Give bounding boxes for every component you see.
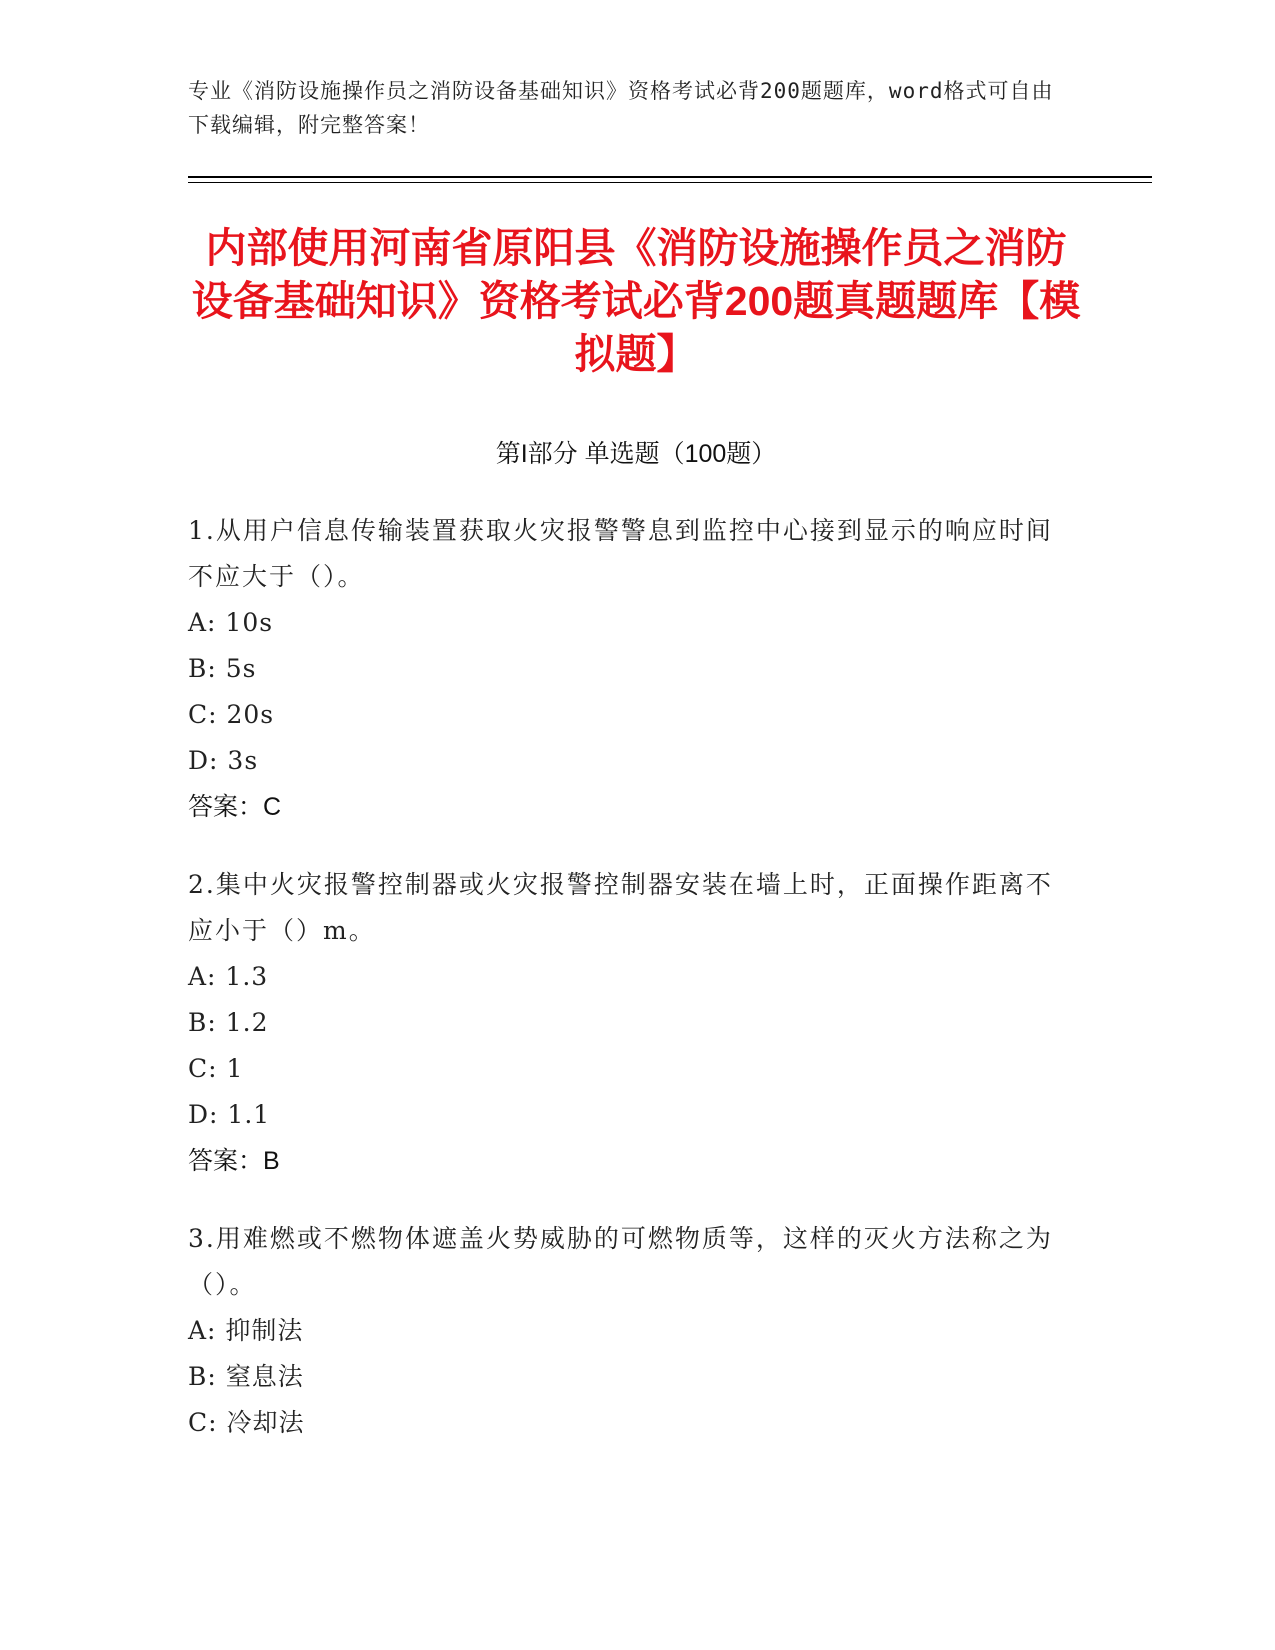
question-stem: 2.集中火灾报警控制器或火灾报警控制器安装在墙上时，正面操作距离不应小于（）m。 — [188, 870, 1053, 945]
header-divider — [188, 176, 1152, 178]
question-2 — [188, 862, 1068, 1184]
option-a: A: 1.3 — [188, 962, 269, 991]
option-d: D: 1.1 — [188, 1100, 271, 1129]
header-note: 专业《消防设施操作员之消防设备基础知识》资格考试必背200题题库，word格式可自由下载编辑，附完整答案！ — [188, 79, 1054, 137]
question-1 — [188, 508, 1068, 830]
question-stem: 3.用难燃或不燃物体遮盖火势威胁的可燃物质等，这样的灭火方法称之为（）。 — [188, 1224, 1053, 1299]
option-b: B: 5s — [188, 654, 257, 683]
option-c: C: 1 — [188, 1054, 244, 1083]
option-b: B: 1.2 — [188, 1008, 269, 1037]
option-b: B: 窒息法 — [188, 1362, 304, 1391]
option-c: C: 20s — [188, 700, 275, 729]
option-c: C: 冷却法 — [188, 1408, 305, 1437]
header-divider-thin — [188, 182, 1152, 183]
option-a: A: 抑制法 — [188, 1316, 304, 1345]
answer: 答案：C — [188, 793, 282, 821]
document-title: 内部使用河南省原阳县《消防设施操作员之消防设备基础知识》资格考试必背200题真题题库【模拟题】 — [191, 225, 1081, 377]
option-a: A: 10s — [188, 608, 274, 637]
question-3 — [188, 1216, 1068, 1446]
option-d: D: 3s — [188, 746, 259, 775]
question-stem: 1.从用户信息传输装置获取火灾报警警息到监控中心接到显示的响应时间不应大于（）。 — [188, 516, 1053, 591]
section-title: 第I部分 单选题（100题） — [495, 440, 777, 468]
answer: 答案：B — [188, 1147, 280, 1175]
